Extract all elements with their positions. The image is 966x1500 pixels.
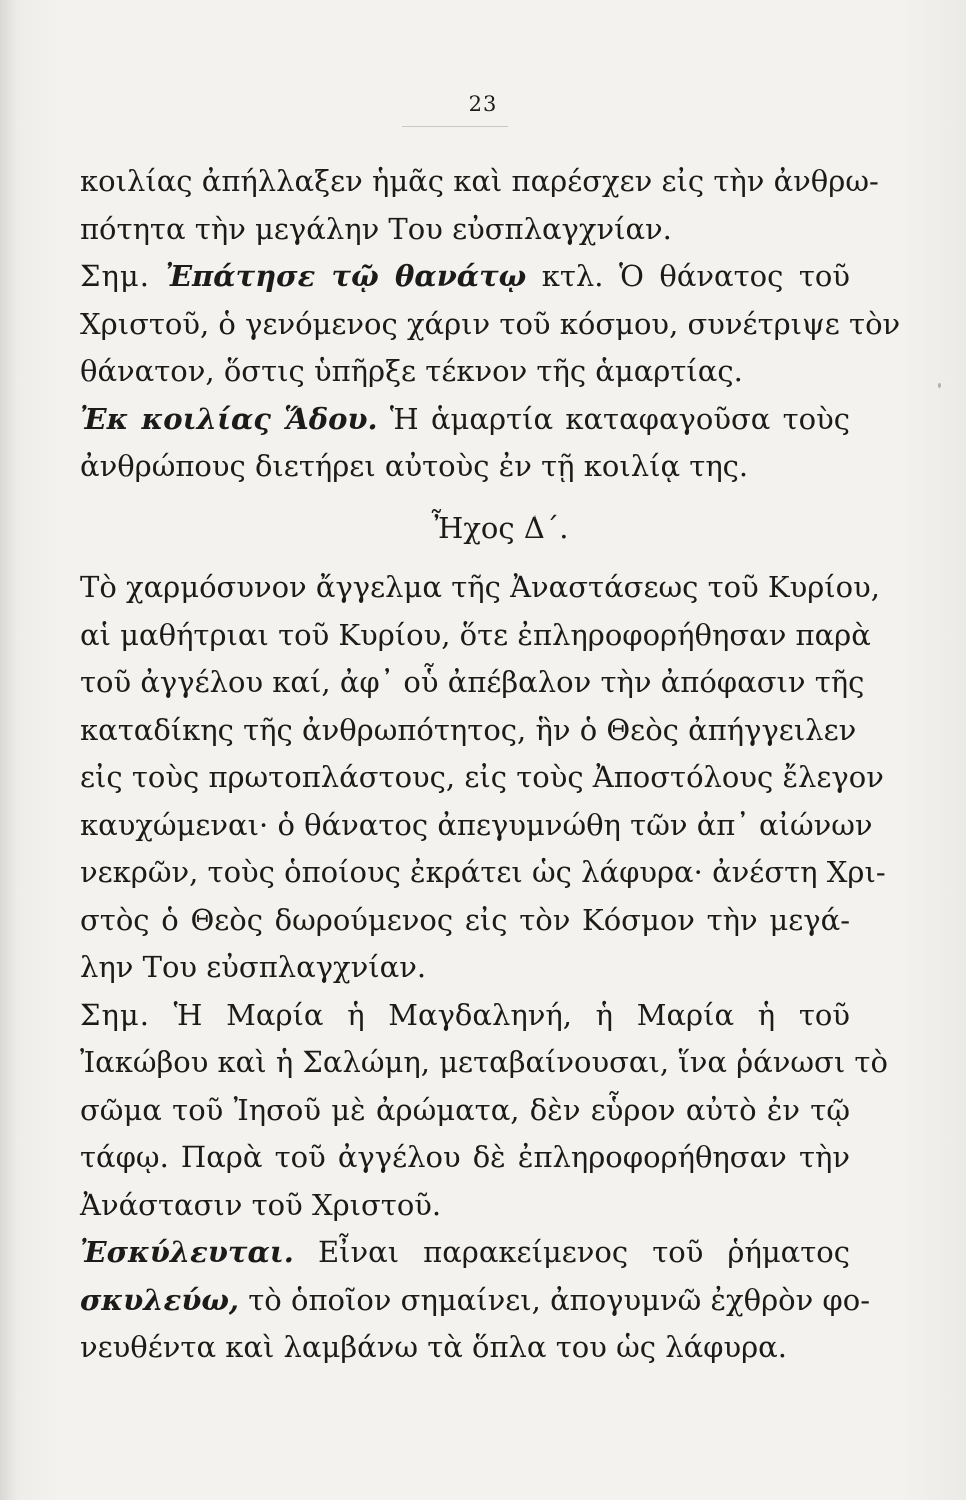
- text-line: [80, 897, 850, 945]
- paragraph-block-main: [80, 564, 888, 1372]
- ink-speck: [534, 515, 536, 519]
- line-text: Ἡ ἁμαρτία καταφαγοῦσα τοὺς: [377, 401, 850, 436]
- line-text: πότητα τὴν μεγάλην Του εὐσπλαγχνίαν.: [80, 211, 672, 246]
- text-line: [80, 754, 884, 802]
- text-line: [80, 443, 850, 491]
- line-text: καυχώμεναι· ὁ θάνατος ἀπεγυμνώθη τῶν ἀπ᾽ αἰώνων: [80, 807, 873, 842]
- term-emphasis: Ἐσκύλευται.: [80, 1235, 294, 1269]
- text-line: [80, 659, 865, 707]
- line-text: Ἀνάστασιν τοῦ Χριστοῦ.: [80, 1187, 442, 1222]
- line-text: νευθέντα καὶ λαμβάνω τὰ ὅπλα του ὡς λάφυρα.: [80, 1330, 787, 1364]
- text-line: [80, 1182, 850, 1230]
- line-text: ἀνθρώπους διετήρει αὐτοὺς ἐν τῇ κοιλίᾳ της.: [80, 449, 749, 483]
- text-line: [80, 206, 850, 254]
- line-text: νεκρῶν, τοὺς ὁποίους ἐκράτει ὡς λάφυρα· ἀνέστη Χρι-: [80, 855, 886, 889]
- text-line: [80, 158, 879, 206]
- ink-speck: [938, 383, 941, 388]
- text-line: [80, 992, 850, 1040]
- page-number: 23: [468, 92, 498, 116]
- line-text: Χριστοῦ, ὁ γενόμενος χάριν τοῦ κόσμου, συνέτριψε τὸν: [80, 306, 901, 341]
- text-line: [80, 849, 886, 897]
- text-line: [80, 1087, 850, 1135]
- text-line: [80, 944, 850, 992]
- text-line: [80, 1134, 850, 1182]
- line-text: Τὸ χαρμόσυνον ἄγγελμα τῆς Ἀναστάσεως τοῦ Κυρίου,: [80, 570, 880, 604]
- text-line: [80, 396, 850, 444]
- line-text: Ἰακώβου καὶ ἡ Σαλώμη, μεταβαίνουσαι, ἵνα ῥάνωσι τὸ: [80, 1045, 888, 1079]
- line-text: Ἡ Μαρία ἡ Μαγδαληνή, ἡ Μαρία ἡ τοῦ: [149, 997, 850, 1032]
- line-text: θάνατον, ὅστις ὑπῆρξε τέκνον τῆς ἁμαρτίας.: [80, 354, 743, 388]
- line-text: λην Του εὐσπλαγχνίαν.: [80, 950, 427, 984]
- line-text: εἰς τοὺς πρωτοπλάστους, εἰς τοὺς Ἀποστόλους ἔλεγον: [80, 760, 884, 794]
- text-line: [80, 564, 880, 612]
- text-line: [80, 1324, 850, 1372]
- line-text: καταδίκης τῆς ἀνθρωπότητος, ἣν ὁ Θεὸς ἀπήγγειλεν: [80, 712, 857, 747]
- text-line: [80, 1277, 870, 1325]
- text-line: [80, 301, 901, 349]
- note-abbrev: Σημ.: [80, 997, 150, 1032]
- note-abbrev: Σημ.: [80, 259, 150, 293]
- line-text: τοῦ ἀγγέλου καί, ἀφ᾽ οὗ ἀπέβαλον τὴν ἀπόφασιν τῆς: [80, 665, 865, 699]
- line-text: τάφῳ. Παρὰ τοῦ ἀγγέλου δὲ ἐπληροφορήθησαν τὴν: [80, 1140, 850, 1174]
- body-text: [80, 158, 901, 1372]
- text-line: [80, 802, 873, 850]
- term-emphasis: Ἐπάτησε τῷ θανάτῳ: [165, 259, 527, 293]
- text-line: [80, 1229, 850, 1277]
- section-heading: Ἦχος Δ΄.: [431, 510, 569, 545]
- line-text: [150, 259, 165, 293]
- term-emphasis: σκυλεύω,: [80, 1282, 240, 1317]
- paragraph-block-intro: [80, 158, 901, 491]
- line-text: στὸς ὁ Θεὸς δωρούμενος εἰς τὸν Κόσμον τὴν μεγά-: [80, 902, 850, 937]
- text-line: [80, 612, 871, 660]
- line-text: Εἶναι παρακείμενος τοῦ ῥήματος: [293, 1235, 850, 1269]
- line-text: σῶμα τοῦ Ἰησοῦ μὲ ἀρώματα, δὲν εὗρον αὐτὸ ἐν τῷ: [80, 1092, 850, 1127]
- line-text: κοιλίας ἀπήλλαξεν ἡμᾶς καὶ παρέσχεν εἰς τὴν ἀνθρω-: [80, 164, 879, 198]
- term-emphasis: Ἐκ κοιλίας Ἅδου.: [80, 401, 378, 436]
- line-text: αἱ μαθήτριαι τοῦ Κυρίου, ὅτε ἐπληροφορήθησαν παρὰ: [80, 617, 871, 652]
- text-line: [80, 348, 850, 396]
- text-line: [80, 707, 857, 755]
- line-text: τὸ ὁποῖον σημαίνει, ἀπογυμνῶ ἐχθρὸν φο-: [239, 1282, 870, 1317]
- header-rule: [402, 126, 508, 127]
- text-line: [80, 1039, 888, 1087]
- line-text: κτλ. Ὁ θάνατος τοῦ: [526, 259, 850, 293]
- text-line: [80, 253, 850, 301]
